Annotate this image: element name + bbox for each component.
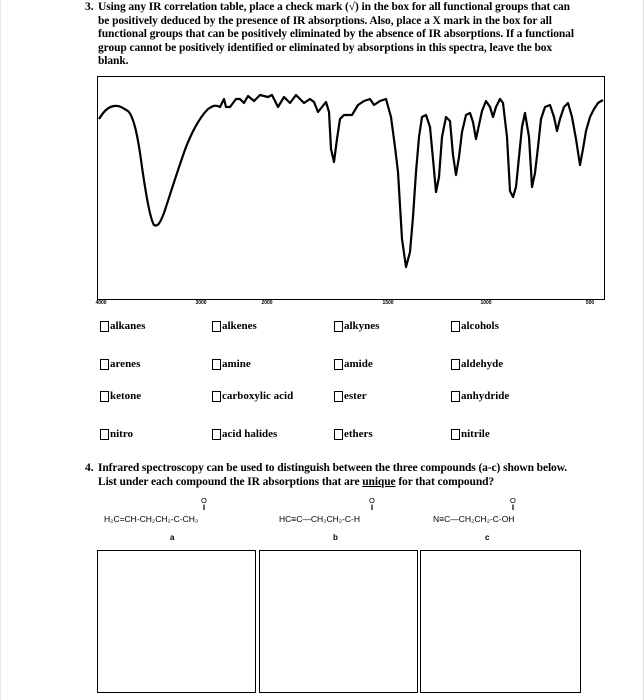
checkbox-alkynes[interactable] xyxy=(334,320,379,332)
checkbox-square[interactable] xyxy=(212,429,221,440)
checkbox-amide[interactable] xyxy=(334,358,373,370)
checkbox-label: aldehyde xyxy=(461,358,504,370)
checkbox-label: nitro xyxy=(110,428,134,440)
checkbox-label: ketone xyxy=(110,390,142,402)
checkbox-label: amide xyxy=(344,358,373,370)
checkbox-nitrile[interactable] xyxy=(451,428,490,440)
checkbox-label: ester xyxy=(344,390,367,402)
checkbox-square[interactable] xyxy=(451,429,460,440)
checkbox-square[interactable] xyxy=(334,391,343,402)
question-4-line: Infrared spectroscopy can be used to distinguish between the three compounds (a-c) shown below. xyxy=(98,462,568,474)
question-4-line2-end: for that compound? xyxy=(395,475,495,488)
checkbox-square[interactable] xyxy=(212,359,221,370)
checkbox-square[interactable] xyxy=(100,429,109,440)
tick-label: 2000 xyxy=(261,300,273,306)
answer-box-b[interactable] xyxy=(259,550,418,693)
checkbox-square[interactable] xyxy=(212,391,221,402)
compound-c-formula: N≡C—CH₂CH₂-C-OH xyxy=(433,514,515,524)
checkbox-square[interactable] xyxy=(212,321,221,332)
checkbox-label: ethers xyxy=(344,428,373,440)
checkbox-ethers[interactable] xyxy=(334,428,373,440)
checkbox-square[interactable] xyxy=(100,391,109,402)
question-3-line: group cannot be positively identified or eliminated by absorptions in this spectra, leave the box xyxy=(98,41,553,54)
compound-a-formula: H₂C=CH-CH₂CH₂-C-CH₃ xyxy=(104,514,199,524)
checkbox-carboxylic-acid[interactable] xyxy=(212,390,293,402)
spectrum-axis xyxy=(97,300,605,310)
checkbox-label: alcohols xyxy=(461,320,499,332)
checkbox-ester[interactable] xyxy=(334,390,367,402)
tick-label: 4000 xyxy=(95,300,107,306)
checkbox-label: arenes xyxy=(110,358,141,370)
question-3-text xyxy=(98,1,618,69)
checkbox-square[interactable] xyxy=(100,359,109,370)
question-3-line: be positively deduced by the presence of IR absorptions. Also, place a X mark in the box for all xyxy=(98,14,552,27)
question-3-line: functional groups that can be positively eliminated by the absence of IR absorptions. If a functional xyxy=(98,28,574,41)
tick-label: 500 xyxy=(585,300,595,306)
checkbox-square[interactable] xyxy=(334,321,343,332)
checkbox-label: alkenes xyxy=(222,320,257,332)
question-4-line xyxy=(98,476,618,490)
answer-box-a[interactable] xyxy=(97,550,256,693)
ir-spectrum-trace xyxy=(98,77,604,299)
checkbox-square[interactable] xyxy=(451,391,460,402)
checkbox-square[interactable] xyxy=(100,321,109,332)
checkbox-amine[interactable] xyxy=(212,358,251,370)
compound-b-formula: HC≡C—CH₂CH₂-C-H xyxy=(279,514,360,524)
checkbox-square[interactable] xyxy=(334,359,343,370)
checkbox-aldehyde[interactable] xyxy=(451,358,503,370)
checkbox-acid-halides[interactable] xyxy=(212,428,277,440)
carbonyl-oxygen-a: O ‖ xyxy=(201,496,207,512)
oxygen-label: O xyxy=(369,496,375,505)
checkbox-alkenes[interactable] xyxy=(212,320,257,332)
compound-b-label: b xyxy=(333,533,338,542)
checkbox-ketone[interactable] xyxy=(100,390,141,402)
carbonyl-oxygen-c: O ‖ xyxy=(510,496,516,512)
checkbox-label: alkanes xyxy=(110,320,146,332)
checkbox-label: amine xyxy=(222,358,251,370)
checkbox-label: anhydride xyxy=(461,390,510,402)
question-3-line: Using any IR correlation table, place a check mark (√) in the box for all functional groups that can xyxy=(98,1,570,13)
oxygen-label: O xyxy=(201,496,207,505)
checkbox-label: nitrile xyxy=(461,428,490,440)
checkbox-alkanes[interactable] xyxy=(100,320,145,332)
tick-label: 1500 xyxy=(382,300,394,306)
checkbox-square[interactable] xyxy=(451,359,460,370)
checkbox-arenes[interactable] xyxy=(100,358,140,370)
compound-a-label: a xyxy=(170,533,175,542)
checkbox-anhydride[interactable] xyxy=(451,390,509,402)
tick-label: 1000 xyxy=(480,300,492,306)
oxygen-label: O xyxy=(510,496,516,505)
checkbox-label: carboxylic acid xyxy=(222,390,294,402)
question-3-line: blank. xyxy=(98,55,129,68)
checkbox-label: acid halides xyxy=(222,428,278,440)
compound-c-label: c xyxy=(485,533,490,542)
ir-spectrum-plot xyxy=(97,76,605,300)
question-4-line2-start: List under each compound the IR absorptions that are xyxy=(98,475,363,488)
question-4-number: 4. xyxy=(85,462,94,474)
question-3-number: 3. xyxy=(85,1,94,13)
checkbox-alcohols[interactable] xyxy=(451,320,499,332)
tick-label: 3000 xyxy=(195,300,207,306)
checkbox-square[interactable] xyxy=(334,429,343,440)
answer-box-c[interactable] xyxy=(420,550,581,693)
checkbox-nitro[interactable] xyxy=(100,428,133,440)
emphasis-unique: unique xyxy=(362,475,396,488)
checkbox-label: alkynes xyxy=(344,320,380,332)
carbonyl-oxygen-b: O ‖ xyxy=(369,496,375,512)
question-4-text xyxy=(98,462,618,489)
checkbox-square[interactable] xyxy=(451,321,460,332)
